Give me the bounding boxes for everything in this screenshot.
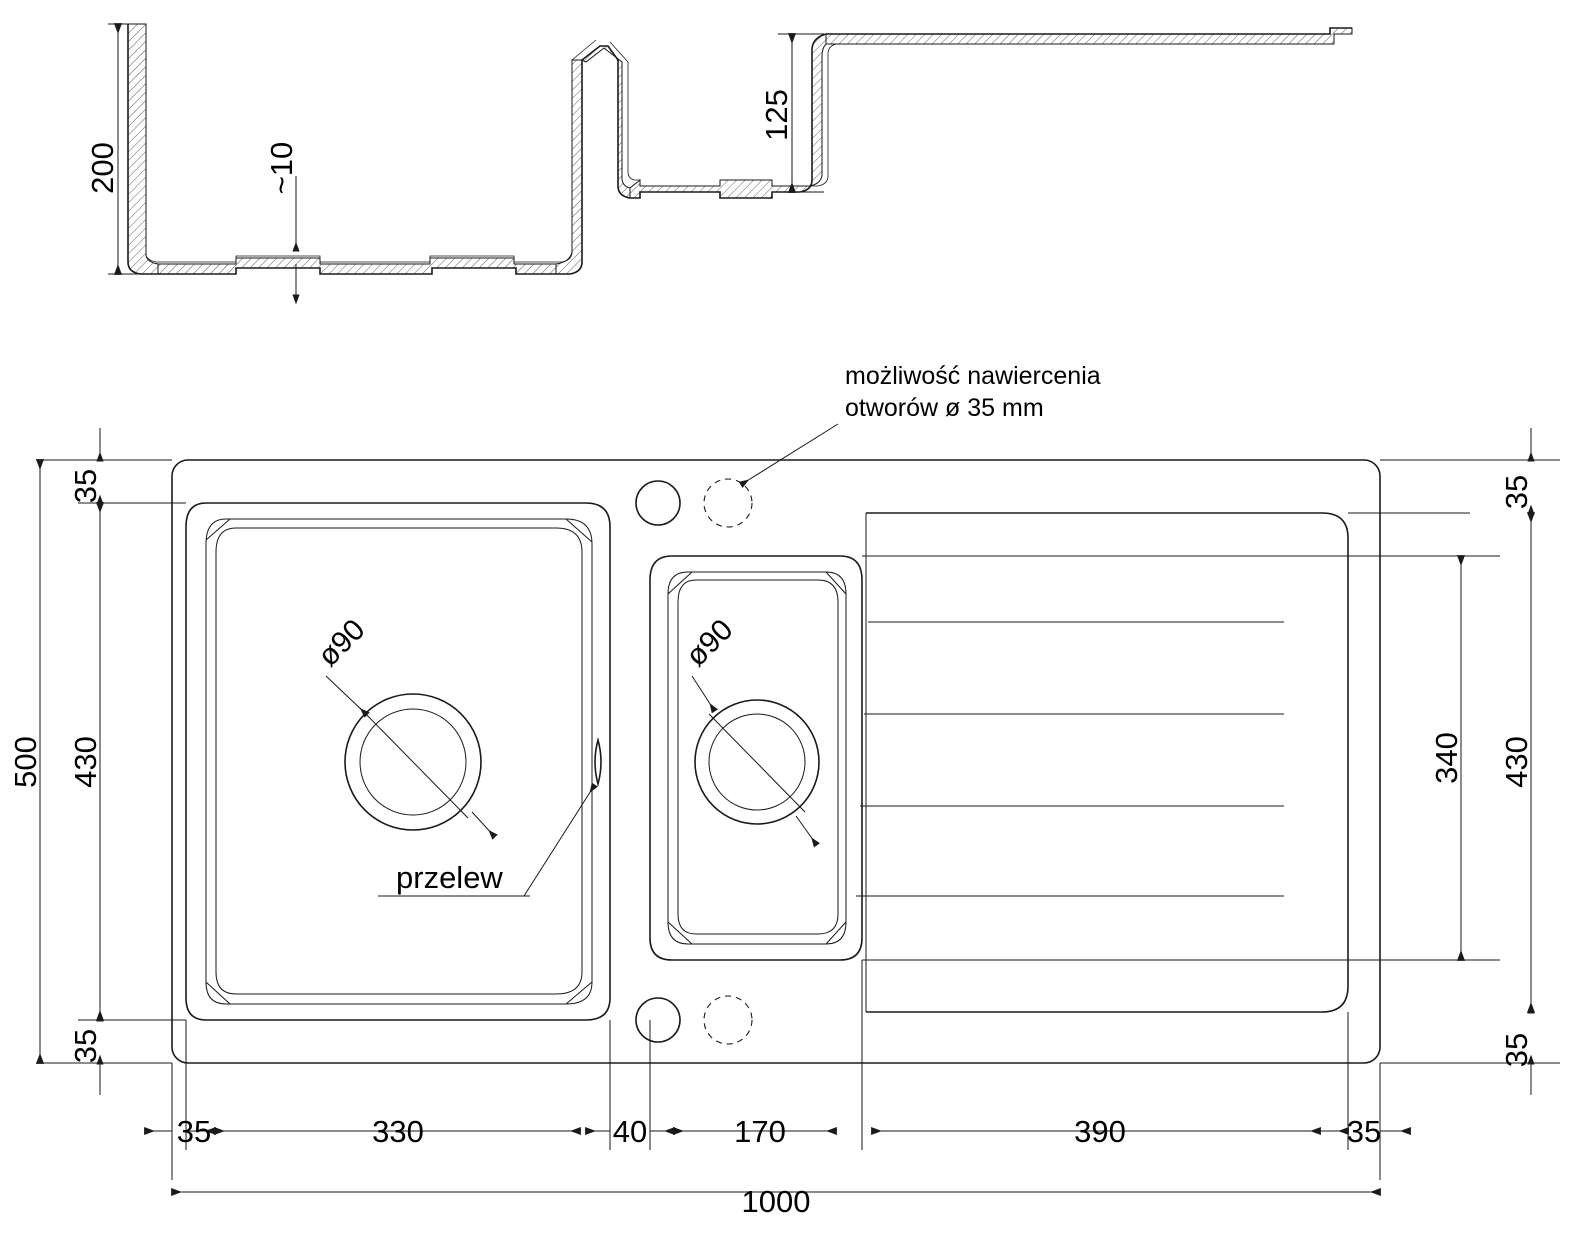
dim-bottom-35-right: 35 [1346, 1114, 1382, 1149]
section-view-group [85, 24, 1352, 300]
dim-right-340: 340 [1429, 732, 1464, 784]
dim-left-430: 430 [68, 736, 103, 788]
dim-bottom-40: 40 [612, 1114, 648, 1149]
top-view-group [8, 362, 1560, 1219]
dim-section-200: 200 [85, 142, 120, 194]
dim-bottom-330: 330 [372, 1114, 424, 1149]
label-overflow: przelew [396, 860, 503, 895]
dim-left-bottom-35: 35 [68, 1028, 103, 1064]
dim-bottom-35-left: 35 [176, 1114, 212, 1149]
dim-section-thickness: ~10 [264, 141, 299, 195]
dim-bottom-170: 170 [734, 1114, 786, 1149]
dim-overall-1000: 1000 [741, 1184, 811, 1219]
dim-right-430: 430 [1499, 736, 1534, 788]
dim-bottom-390: 390 [1074, 1114, 1126, 1149]
label-drain-right: ø90 [679, 613, 740, 673]
note-drilling-line2: otworów ø 35 mm [845, 394, 1044, 422]
dim-section-125: 125 [759, 89, 794, 141]
dim-left-top-35: 35 [68, 468, 103, 504]
dim-right-bottom-35: 35 [1499, 1032, 1534, 1068]
dim-overall-500: 500 [8, 736, 43, 788]
dim-right-top-35: 35 [1499, 474, 1534, 510]
label-drain-left: ø90 [311, 613, 372, 673]
note-drilling-line1: możliwość nawiercenia [845, 362, 1101, 390]
